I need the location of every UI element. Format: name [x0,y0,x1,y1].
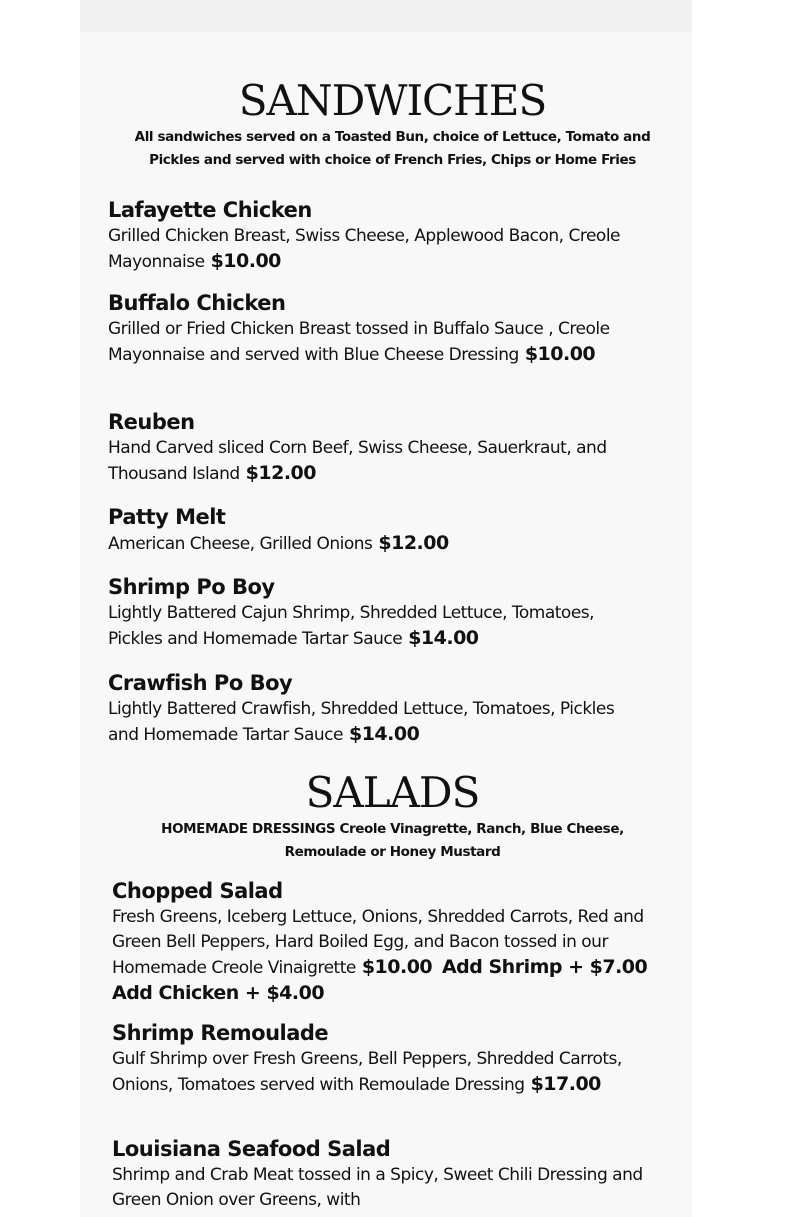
item-description-text: Gulf Shrimp over Fresh Greens, Bell Peppers, Shredded Carrots, Onions, Tomatoes served with Remoulade Dressing [112,1049,622,1095]
item-price: $14.00 [348,723,420,745]
item-name: Louisiana Seafood Salad [112,1137,391,1161]
item-description-text: Grilled Chicken Breast, Swiss Cheese, Applewood Bacon, Creole Mayonnaise [108,226,621,272]
item-name: Chopped Salad [112,879,283,903]
item-price: $12.00 [245,462,316,484]
item-description-text: Grilled or Fried Chicken Breast tossed in Buffalo Sauce , Creole Mayonnaise and served with Blue Cheese Dressing [108,319,610,365]
item-name: Crawfish Po Boy [108,671,293,695]
item-price: $10.00 [361,956,433,978]
menu-item-shrimp-po-boy [108,573,648,652]
item-description [112,905,652,1007]
sandwiches-title: SANDWICHES [238,76,547,125]
item-price: $12.00 [378,532,449,554]
item-price: $10.00 [524,343,596,365]
menu-item-louisiana-seafood-salad [112,1135,652,1213]
item-name: Reuben [108,410,195,434]
item-name: Shrimp Po Boy [108,575,275,599]
sandwiches-note-line-1: All sandwiches served on a Toasted Bun, choice of Lettuce, Tomato and [134,129,651,145]
item-description-text: Fresh Greens, Iceberg Lettuce, Onions, Shredded Carrots, Red and Green Bell Peppers, Hard Boiled Egg, and Bacon tossed in our Homemade Creole Vinaigrette [112,907,644,978]
item-description-text: Lightly Battered Crawfish, Shredded Lettuce, Tomatoes, Pickles and Homemade Tartar Sauce [108,699,615,745]
item-description [108,224,648,275]
item-description-text: Lightly Battered Cajun Shrimp, Shredded Lettuce, Tomatoes, Pickles and Homemade Tartar Sauce [108,603,595,649]
item-description [108,697,648,748]
salads-note-line-2: Remoulade or Honey Mustard [284,844,501,860]
item-addons: Add Shrimp + $7.00 Add Chicken + $4.00 [112,956,648,1004]
menu-item-patty-melt [108,503,648,557]
item-description-text: Shrimp and Crab Meat tossed in a Spicy, Sweet Chili Dressing and Green Onion over Greens, with [112,1165,643,1210]
item-price: $14.00 [408,627,479,649]
item-description [108,601,648,652]
item-name: Shrimp Remoulade [112,1021,329,1045]
menu-item-shrimp-remoulade [112,1019,652,1098]
item-name: Buffalo Chicken [108,291,286,315]
menu-item-crawfish-po-boy [108,669,648,748]
menu-item-reuben [108,408,648,487]
item-description [112,1163,652,1213]
sandwiches-note-line-2: Pickles and served with choice of French Fries, Chips or Home Fries [149,152,636,168]
item-description [108,436,648,487]
menu-item-buffalo-chicken [108,289,648,368]
top-band [80,0,692,32]
item-description [112,1047,652,1098]
item-description [108,317,648,368]
menu-item-chopped-salad [112,877,652,1007]
item-description-text: Hand Carved sliced Corn Beef, Swiss Cheese, Sauerkraut, and Thousand Island [108,438,607,484]
item-name: Lafayette Chicken [108,198,312,222]
item-price: $17.00 [530,1073,601,1095]
item-description-text: American Cheese, Grilled Onions [108,534,373,554]
salads-note-line-1: HOMEMADE DRESSINGS Creole Vinagrette, Ranch, Blue Cheese, [161,821,624,837]
item-price: $10.00 [210,250,281,272]
item-description [108,531,648,557]
menu-item-lafayette-chicken [108,196,648,275]
salads-title: SALADS [305,768,480,817]
item-name: Patty Melt [108,505,226,529]
